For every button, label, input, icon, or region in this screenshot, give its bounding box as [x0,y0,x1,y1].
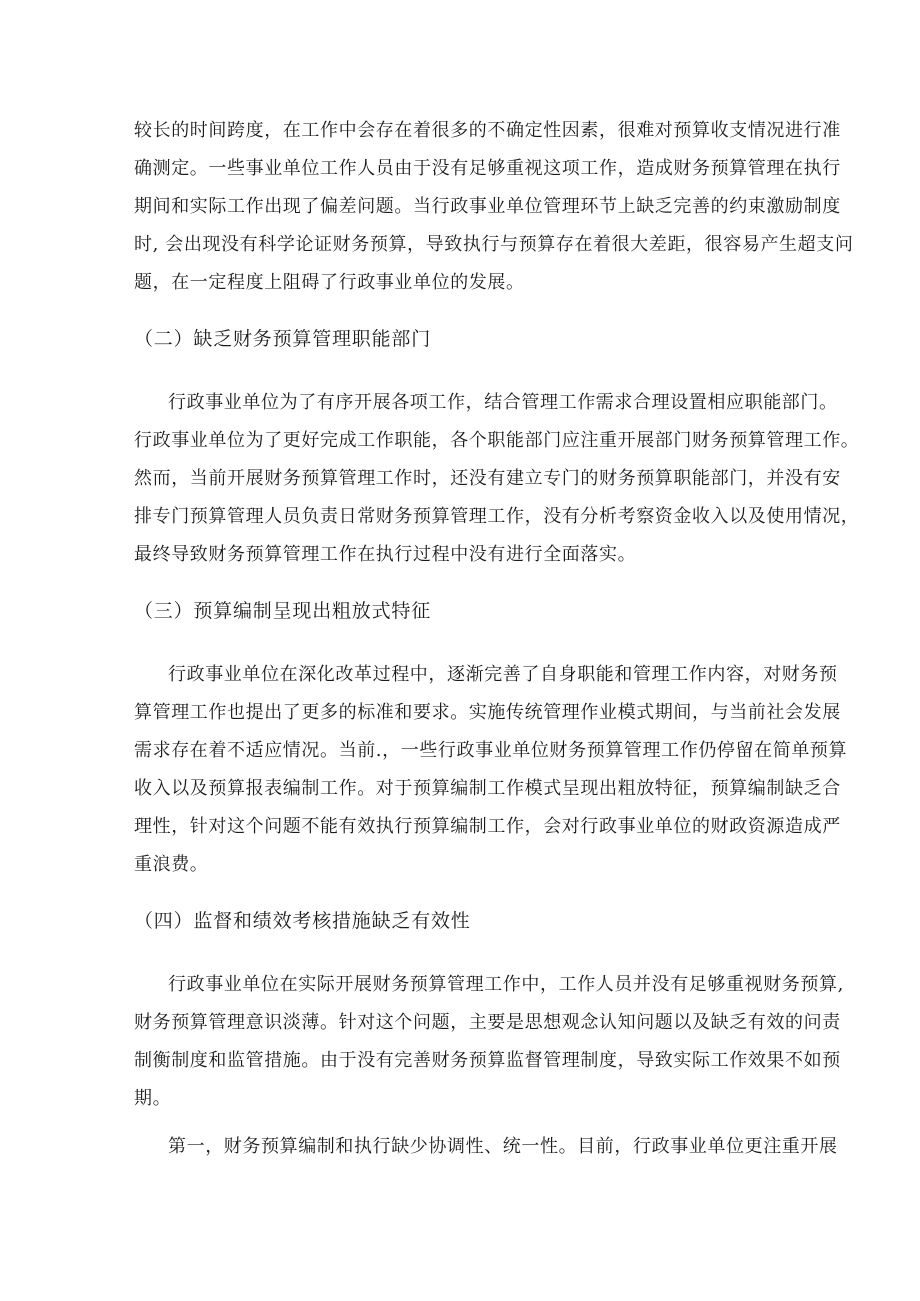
section-heading-4: （四）监督和绩效考核措施缺乏有效性 [134,910,471,932]
paragraph-line: 确测定。一些事业单位工作人员由于没有足够重视这项工作，造成财务预算管理在执行 [134,158,841,179]
paragraph-line: 行政事业单位在深化改革过程中，逐渐完善了自身职能和管理工作内容，对财务预 [168,664,838,685]
paragraph-line: 第一，财务预算编制和执行缺少协调性、统一性。目前，行政事业单位更注重开展 [168,1136,838,1157]
paragraph-line: 期间和实际工作出现了偏差问题。当行政事业单位管理环节上缺乏完善的约束激励制度 [134,196,841,217]
paragraph-line: 收入以及预算报表编制工作。对于预算编制工作模式呈现出粗放特征，预算编制缺乏合 [134,778,841,799]
paragraph-line: 排专门预算管理人员负责日常财务预算管理工作，没有分析考察资金收入以及使用情况， [134,506,860,527]
paragraph-line: 重浪费。 [134,854,209,875]
paragraph-line: 需求存在着不适应情况。当前.，一些行政事业单位财务预算管理工作仍停留在简单预算 [134,740,848,761]
paragraph-line: 期。 [134,1088,172,1109]
paragraph-line: 题，在一定程度上阻碍了行政事业单位的发展。 [134,272,525,293]
paragraph-line: 行政事业单位为了有序开展各项工作，结合管理工作需求合理设置相应职能部门。 [168,392,838,413]
paragraph-line: 财务预算管理意识淡薄。针对这个问题，主要是思想观念认知问题以及缺乏有效的问责 [134,1012,841,1033]
paragraph-line: 制衡制度和监管措施。由于没有完善财务预算监督管理制度，导致实际工作效果不如预 [134,1050,841,1071]
paragraph-line: 行政事业单位为了更好完成工作职能，各个职能部门应注重开展部门财务预算管理工作。 [134,430,860,451]
paragraph-line: 然而，当前开展财务预算管理工作时，还没有建立专门的财务预算职能部门，并没有安 [134,468,841,489]
paragraph-line: 算管理工作也提出了更多的标准和要求。实施传统管理作业模式期间，与当前社会发展 [134,702,841,723]
paragraph-line: 理性，针对这个问题不能有效执行预算编制工作，会对行政事业单位的财政资源造成严 [134,816,841,837]
paragraph-line: 时, 会出现没有科学论证财务预算，导致执行与预算存在着很大差距，很容易产生超支问 [134,234,854,255]
paragraph-line: 最终导致财务预算管理工作在执行过程中没有进行全面落实。 [134,544,637,565]
section-heading-2: （二）缺乏财务预算管理职能部门 [134,328,432,350]
paragraph-line: 行政事业单位在实际开展财务预算管理工作中，工作人员并没有足够重视财务预算, [168,974,844,995]
section-heading-3: （三）预算编制呈现出粗放式特征 [134,600,432,622]
paragraph-line: 较长的时间跨度，在工作中会存在着很多的不确定性因素，很难对预算收支情况进行准 [134,120,841,141]
